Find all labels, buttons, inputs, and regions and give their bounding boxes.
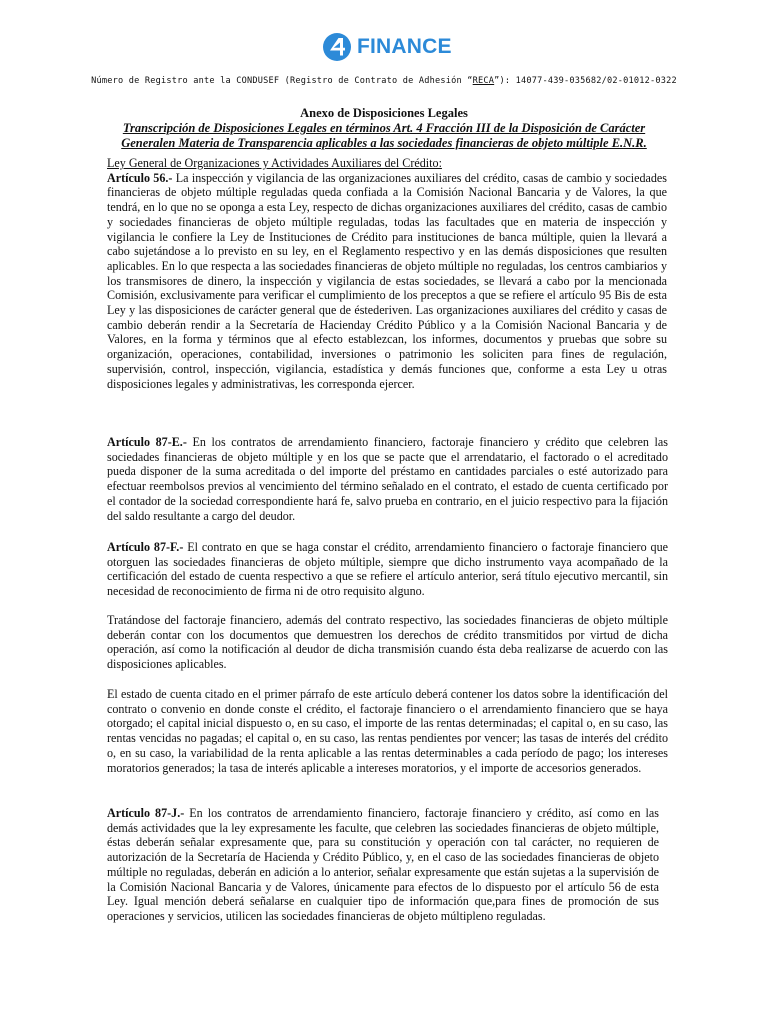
company-logo — [322, 30, 452, 64]
factoraje-paragraph: Tratándose del factoraje financiero, además del contrato respectivo, las sociedades financieras de objeto múltiple deberán contar con los documentos que demuestren los derechos de crédito transmitidos por virtud de dicha operación, así como la notificación al deudor de dicha transmisión cuando ésta deba realizarse de acuerdo con las disposiciones aplicables. — [107, 613, 668, 672]
estado-cuenta-paragraph: El estado de cuenta citado en el primer párrafo de este artículo deberá contener los datos sobre la identificación del contrato o convenio en donde conste el crédito, el factoraje financiero o el arrendamiento financiero que se haya otorgado; el capital inicial dispuesto o, en su caso, el importe de las rentas determinadas; el capital o, en su caso, las rentas vencidas no pagadas; el capital o, en su caso, las rentas pendientes por vencer; las tasas de interés del crédito o, en su caso, la variabilidad de la renta aplicable a las rentas determinables a cada período de pago; los intereses moratorios generados; la tasa de interés aplicable a intereses moratorios, y el importe de accesorios generados. — [107, 687, 668, 775]
article-56-section — [107, 156, 667, 391]
document-title: Anexo de Disposiciones Legales — [300, 106, 468, 120]
registro-prefix: Número de Registro ante la CONDUSEF (Registro de Contrato de Adhesión “ — [91, 76, 473, 86]
article-56-text: La inspección y vigilancia de las organizaciones auxiliares del crédito, casas de cambio y sociedades financieras de objeto múltiple reguladas queda confiada a la Comisión Nacional Bancaria y de Valores, la que tendrá, en lo que no se oponga a esta Ley, respecto de dichas organizaciones auxiliares del crédito, casas de cambio y sociedades financieras de objeto múltiple reguladas, todas las facultades que en materia de inspección y vigilancia le confiere la Ley de Instituciones de Crédito para instituciones de banca múltiple, quien la llevará a cabo sujetándose a lo previsto en su ley, en el Reglamento respectivo y en las demás disposiciones que resulten aplicables. En lo que respecta a las sociedades financieras de objeto múltiple no reguladas, los centros cambiarios y los transmisores de dinero, la inspección y vigilancia de estas sociedades, se llevará a cabo por la mencionada Comisión, exclusivamente para verificar el cumplimiento de los preceptos a que se refiere el artículo 95 Bis de esta Ley y las disposiciones de carácter general que de éstederiven. Las organizaciones auxiliares del crédito y casas de cambio deberán rendir a la Secretaría de Haciendaу Crédito Público y a la Comisión Nacional Bancaria y de Valores, en la forma y términos que al efecto establezcan, los informes, documentos y pruebas que sobre su organización, operaciones, contabilidad, inversiones o patrimonio les soliciten para fines de regulación, supervisión, control, inspección, vigilancia, estadística y demás funciones que, conforme a esta Ley u otras disposiciones legales y administrativas, les corresponda ejercer. — [107, 170, 667, 391]
article-87f-text: El contrato en que se haga constar el crédito, arrendamiento financiero o factoraje financiero que otorguen las sociedades financieras de objeto múltiple, siempre que dicho instrumento vaya acompañado de la certificación del estado de cuenta respectivo a que se refiere el artículo anterior, será título ejecutivo mercantil, sin necesidad de reconocimiento de firma ni de otro requisito alguno. — [107, 540, 668, 599]
article-87j-text: En los contratos de arrendamiento financiero, factoraje financiero y crédito, así como en las demás actividades que la ley expresamente les faculte, que celebren las sociedades financieras de objeto múltiple, éstas deberán señalar expresamente que, para su constitución y operación con tal carácter, no requieren de autorización de la Secretaría de Hacienda y Crédito Público, y, en el caso de las sociedades financieras de objeto múltiple no reguladas, deberán en adición a lo anterior, señalar expresamente que están sujetas a la supervisión de la Comisión Nacional Bancaria y de Valores, únicamente para efectos de lo dispuesto por el artículo 56 de esta Ley. Igual mención deberá señalarse en cualquier tipo de información que,para fines de promoción de sus operaciones y servicios, utilicen las sociedades financieras de objeto múltipleno reguladas. — [107, 806, 659, 923]
article-87j-label: Artículo 87-J.- — [107, 806, 185, 820]
registro-condusef — [0, 76, 768, 86]
article-87f-label: Artículo 87-F.- — [107, 540, 184, 554]
article-87f-paragraph — [107, 540, 668, 599]
article-87j-paragraph — [107, 806, 659, 924]
article-87e-label: Artículo 87-E.- — [107, 435, 187, 449]
article-87e-text: En los contratos de arrendamiento financiero, factoraje financiero y crédito que celebren las sociedades financieras de objeto múltiple y en los que se pacte que el arrendatario, el factorado o el acreditado pueda disponer de la suma acreditada o del importe del préstamo en cantidades parciales o esté autorizado para efectuar reembolsos previos al vencimiento del término señalado en el contrato, el estado de cuenta certificado por el contador de la sociedad correspondiente hará fe, salvo prueba en contrario, en el juicio respectivo para la fijación del saldo resultante a cargo del deudor. — [107, 435, 668, 523]
law-heading: Ley General de Organizaciones y Actividades Auxiliares del Crédito: — [107, 156, 442, 170]
document-subtitle: Transcripción de Disposiciones Legales en términos Art. 4 Fracción III de la Disposición de Carácter Generalen Materia de Transparencia aplicables a las sociedades financieras de objeto múltiple E.N.R. — [121, 121, 647, 150]
registro-reca: RECA — [472, 76, 495, 86]
registro-suffix: ”): 14077-439-035682/02-01012-0322 — [494, 76, 677, 86]
article-87e-paragraph — [107, 435, 668, 523]
four-circle-icon — [322, 32, 352, 62]
article-56-label: Artículo 56.- — [107, 170, 173, 185]
logo-text: FINANCE — [357, 35, 452, 58]
